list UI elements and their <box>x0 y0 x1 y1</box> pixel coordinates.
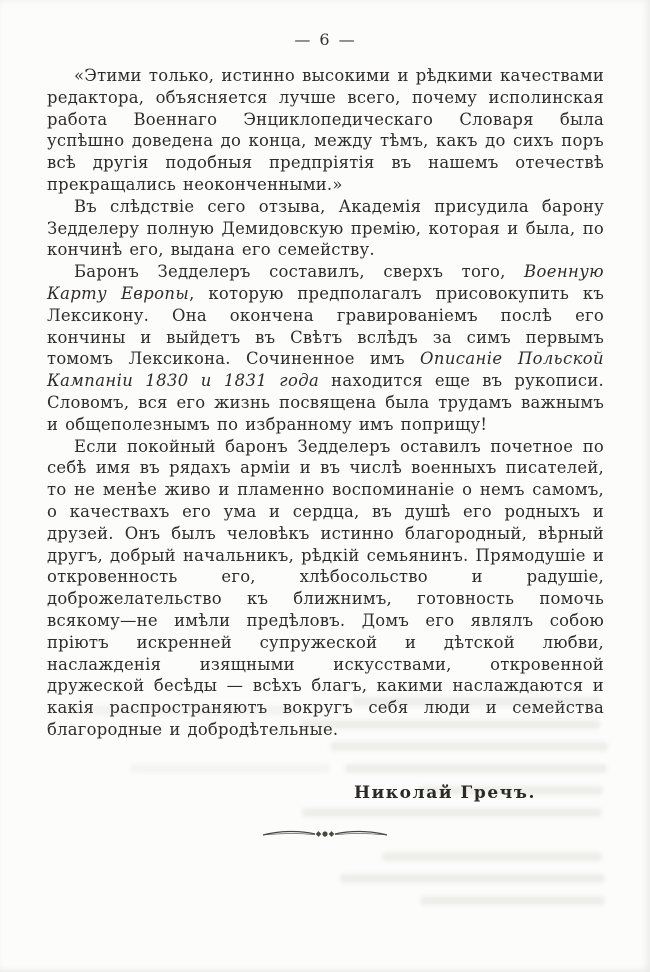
paragraph: Если покойный баронъ Зедделеръ оставилъ почетное по себѣ имя въ рядахъ арміи и въ числѣ военныхъ писателей, то не менѣе живо и пламенно воспоминаніе о немъ самомъ, о качествахъ его ума и сердца, въ душѣ его родныхъ и друзей. Онъ былъ человѣкъ истинно благородный, вѣрный другъ, добрый начальникъ, рѣдкій семьянинъ. Прямодушіе и откровенность его, хлѣбосольство и радушіе, доброжелательство къ ближнимъ, готовность помочь всякому—не имѣли предѣловъ. Домъ его являлъ собою пріютъ искренней супружеской и дѣтской любви, наслажденія изящными искусствами, откровенной дружеской бесѣды — всѣхъ благъ, какими наслаждаются и какія распространяютъ вокругъ себя люди и семейства благородные и добродѣтельные. <box>47 436 604 739</box>
italic-work-title: Военную Карту Европы <box>47 262 604 303</box>
floral-rule-icon <box>260 826 390 842</box>
page-number: — 6 — <box>294 30 357 49</box>
page-body-text <box>47 65 604 741</box>
italic-work-title: Описаніе Польской Кампаніи 1830 и 1831 года <box>47 349 604 391</box>
paragraph-quote: «Этими только, истинно высокими и рѣдкими качествами редактора, объясняется лучше всего, почему исполинская работа Военнаго Энциклопедическаго Словаря была успѣшно доведена до конца, между тѣмъ, какъ до сихъ поръ всѣ другія подобныя предпріятія въ нашемъ отечествѣ прекращались неоконченными.» <box>47 66 604 194</box>
author-signature: Николай Гречъ. <box>353 782 536 803</box>
paragraph-text: Баронъ Зедделеръ составилъ, сверхъ того, <box>74 262 525 282</box>
paragraph: Въ слѣдствіе сего отзыва, Академія присудила барону Зедделеру полную Демидовскую премію, которая и была, по кончинѣ его, выдана его семейству. <box>47 196 604 260</box>
paragraph-text: находится еще въ рукописи. Словомъ, вся его жизнь посвящена была трудамъ важнымъ и общеполезнымъ по избранному имъ поприщу! <box>47 371 604 434</box>
paragraph-text: , которую предполагалъ присовокупить къ Лексикону. Она окончена гравированіемъ послѣ его кончины и выйдетъ въ Свѣтъ вслѣдъ за симъ первымъ томомъ Лексикона. Сочиненное имъ <box>47 283 604 369</box>
divider-ornament <box>0 826 650 846</box>
paragraph <box>47 261 604 435</box>
